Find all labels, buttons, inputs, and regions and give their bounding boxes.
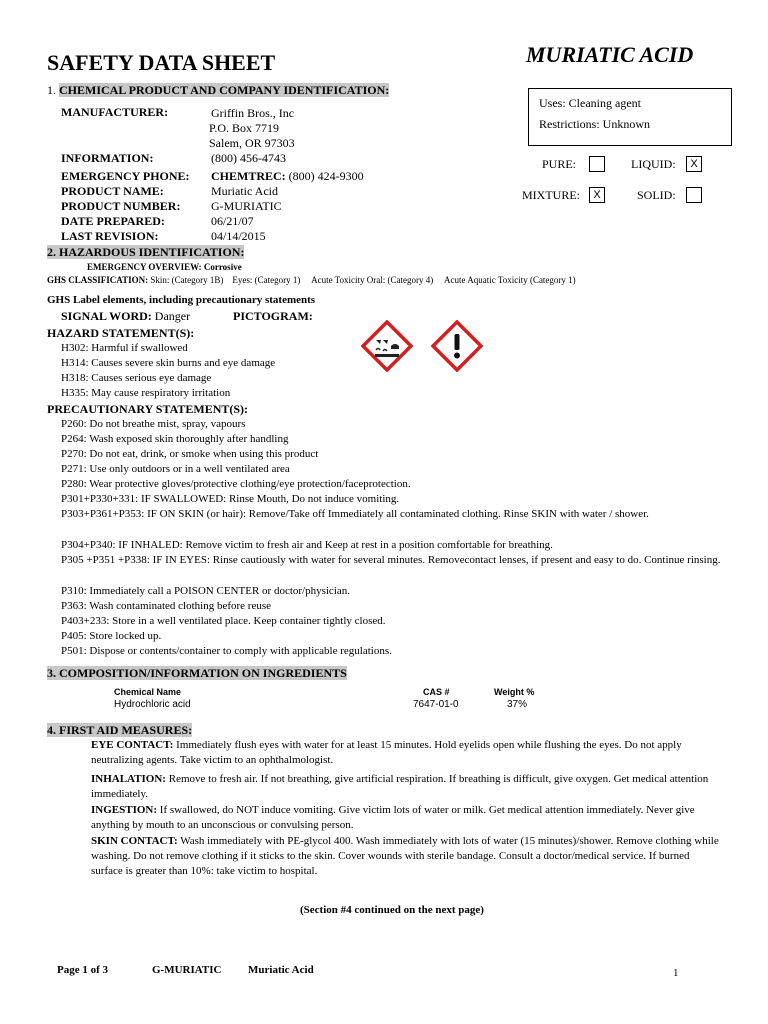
product-number-label: PRODUCT NUMBER: [61,199,181,213]
table-row-chemical: Hydrochloric acid [114,699,191,710]
date-prepared-value: 06/21/07 [211,214,254,228]
section2-heading [47,245,244,259]
ghs-classification [47,275,576,286]
precautionary-statement: P280: Wear protective gloves/protective clothing/eye protection/faceprotection. [61,478,411,490]
manufacturer-name: Griffin Bros., Inc [211,106,295,120]
precautionary-statement: P405: Store locked up. [61,630,162,642]
footer-page: Page 1 of 3 [57,964,109,976]
skin-contact-paragraph [91,834,723,879]
precautionary-statements-heading: PRECAUTIONARY STATEMENT(S): [47,402,249,416]
eye-contact-label: EYE CONTACT: [91,739,174,751]
section3-heading [47,666,347,680]
section2-title: 2. HAZARDOUS IDENTIFICATION: [47,245,245,259]
precautionary-statement: P303+P361+P353: IF ON SKIN (or hair): Remove/Take off Immediately all contaminated clothing. Rinse SKIN with water / shower. [61,508,649,520]
solid-checkbox[interactable] [686,187,702,203]
section4-continued-note: (Section #4 continued on the next page) [300,904,484,916]
signal-word-label: SIGNAL WORD: [61,309,152,323]
emergency-phone-value [211,169,364,183]
corrosion-pictogram-icon [361,320,413,372]
exclamation-pictogram-icon [431,320,483,372]
precautionary-statement: P304+P340: IF INHALED: Remove victim to fresh air and Keep at rest in a position comfortable for breathing. [61,539,553,551]
signal-word-value: Danger [154,309,191,323]
hazard-statement: H314: Causes severe skin burns and eye damage [61,357,276,369]
manufacturer-address-1: P.O. Box 7719 [209,121,280,135]
table-row-weight: 37% [507,699,528,710]
product-number-value: G-MURIATIC [211,199,282,213]
restrictions-text: Restrictions: Unknown [539,117,650,131]
emergency-phone-label: EMERGENCY PHONE: [61,169,190,183]
footer-product-name: Muriatic Acid [248,964,314,976]
precautionary-statement: P501: Dispose or contents/container to comply with applicable regulations. [61,645,392,657]
precautionary-statement: P271: Use only outdoors or in a well ventilated area [61,463,290,475]
precautionary-statement: P301+P330+331: IF SWALLOWED: Rinse Mouth, Do not induce vomiting. [61,493,400,505]
information-value: (800) 456-4743 [211,151,286,165]
pure-checkbox[interactable] [589,156,605,172]
manufacturer-address-2: Salem, OR 97303 [209,136,295,150]
footer-page-number: 1 [673,967,679,979]
section3-title: 3. COMPOSITION/INFORMATION ON INGREDIENTS [47,666,347,680]
inhalation-label: INHALATION: [91,773,166,785]
last-revision-label: LAST REVISION: [61,229,159,243]
ingestion-text: If swallowed, do NOT induce vomiting. Give victim lots of water or milk. Get medical attention immediately. Never give anything by mouth to an unconscious or convulsing person. [91,804,695,831]
section4-title: 4. FIRST AID MEASURES: [47,723,193,737]
hazard-statements-heading: HAZARD STATEMENT(S): [47,326,195,340]
product-title: MURIATIC ACID [526,42,694,67]
precautionary-statement: P270: Do not eat, drink, or smoke when using this product [61,448,319,460]
section1-number: 1. [47,83,56,97]
product-name-label: PRODUCT NAME: [61,184,164,198]
precautionary-statement: P310: Immediately call a POISON CENTER or doctor/physician. [61,585,351,597]
precautionary-statement: P260: Do not breathe mist, spray, vapours [61,418,246,430]
eye-contact-text: Immediately flush eyes with water for at least 15 minutes. Hold eyelids open while flushing the eyes. Do not apply neutralizing agents. Take victim to an ophthalmologist. [91,739,682,766]
chemtrec-label: CHEMTREC: [211,169,286,183]
chemtrec-number: (800) 424-9300 [288,169,364,183]
mixture-label: MIXTURE: [522,188,580,202]
section4-heading [47,723,192,737]
pictogram-label: PICTOGRAM: [233,309,313,323]
liquid-checkbox[interactable]: X [686,156,702,172]
column-cas: CAS # [423,687,450,697]
mixture-checkbox[interactable]: X [589,187,605,203]
column-chemical-name: Chemical Name [114,687,182,697]
table-row-cas: 7647-01-0 [413,699,459,710]
date-prepared-label: DATE PREPARED: [61,214,165,228]
product-name-value: Muriatic Acid [211,184,278,198]
hazard-statement: H335: May cause respiratory irritation [61,387,231,399]
label-elements-heading: GHS Label elements, including precautionary statements [47,294,316,306]
uses-box [528,88,732,146]
uses-text: Uses: Cleaning agent [539,96,641,110]
ingestion-paragraph [91,803,723,833]
precautionary-statement: P363: Wash contaminated clothing before reuse [61,600,271,612]
precautionary-statement: P264: Wash exposed skin thoroughly after handling [61,433,289,445]
precautionary-statement: P403+233: Store in a well ventilated place. Keep container tightly closed. [61,615,386,627]
precautionary-statement: P305 +P351 +P338: IF IN EYES: Rinse cautiously with water for several minutes. Removecontact lenses, if present and easy to do. Continue rinsing. [61,554,721,566]
inhalation-paragraph [91,772,723,802]
liquid-label: LIQUID: [631,157,676,171]
information-label: INFORMATION: [61,151,154,165]
section1-title: CHEMICAL PRODUCT AND COMPANY IDENTIFICATION: [59,83,390,97]
solid-label: SOLID: [637,188,676,202]
eye-contact-paragraph [91,738,723,768]
document-title: SAFETY DATA SHEET [47,50,276,75]
last-revision-value: 04/14/2015 [211,229,266,243]
pure-label: PURE: [542,157,577,171]
ghs-classification-values: Skin: (Category 1B) Eyes: (Category 1) Acute Toxicity Oral: (Category 4) Acute Aquatic Toxicity (Category 1) [150,275,576,285]
skin-contact-text: Wash immediately with PE-glycol 400. Wash immediately with lots of water (15 minutes)/shower. Remove clothing while washing. Do not remove clothing if it sticks to the skin. Cover wounds with sterile bandage. Consult a doctor/medical service. If burned surface is greater than 10%: take victim to hospital. [91,835,719,877]
skin-contact-label: SKIN CONTACT: [91,835,178,847]
column-weight: Weight % [494,687,535,697]
hazard-statement: H318: Causes serious eye damage [61,372,212,384]
hazard-statement: H302: Harmful if swallowed [61,342,188,354]
ingestion-label: INGESTION: [91,804,158,816]
signal-word [61,309,190,323]
emergency-overview: EMERGENCY OVERVIEW: Corrosive [87,262,242,272]
section1-heading [47,83,389,97]
manufacturer-label: MANUFACTURER: [61,105,169,119]
inhalation-text: Remove to fresh air. If not breathing, give artificial respiration. If breathing is difficult, give oxygen. Get medical attention immediately. [91,773,709,800]
footer-product-number: G-MURIATIC [152,964,222,976]
ghs-classification-label: GHS CLASSIFICATION: [47,275,149,285]
